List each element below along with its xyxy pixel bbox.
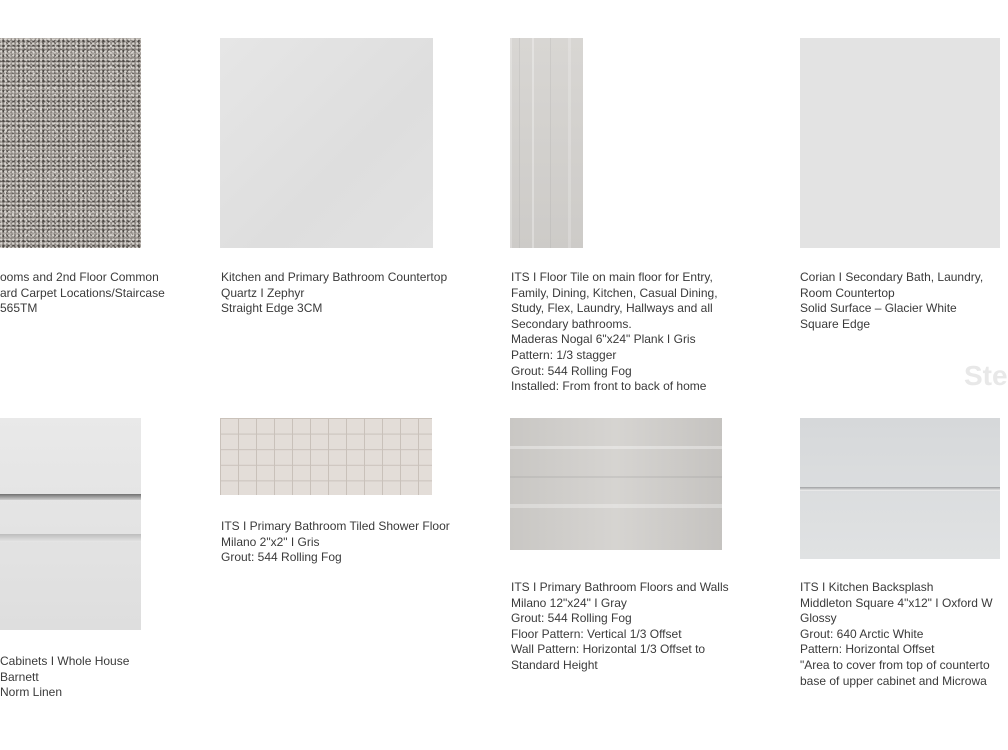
caption-line: Grout: 544 Rolling Fog <box>511 611 632 626</box>
caption-line: ITS I Floor Tile on main floor for Entry, <box>511 270 713 284</box>
bath-floors-swatch <box>510 418 722 550</box>
caption-line: Cabinets I Whole House <box>0 654 130 668</box>
corian-caption <box>800 270 983 332</box>
caption-line: base of upper cabinet and Microwa <box>800 673 987 688</box>
corian-swatch <box>800 38 1000 248</box>
caption-line: Floor Pattern: Vertical 1/3 Offset <box>511 626 682 641</box>
floor-tile-caption <box>511 270 718 395</box>
caption-line: Glossy <box>800 611 837 626</box>
caption-line: Milano 12"x24" I Gray <box>511 595 627 610</box>
quartz-swatch <box>220 38 433 248</box>
caption-line: ard Carpet Locations/Staircase <box>0 285 165 300</box>
cabinet-panel-edge <box>0 534 141 542</box>
caption-line: Grout: 544 Rolling Fog <box>221 550 342 565</box>
shower-floor-caption <box>221 519 450 566</box>
cabinets-caption <box>0 654 129 701</box>
caption-line: "Area to cover from top of counterto <box>800 657 990 672</box>
caption-line: Middleton Square 4"x12" I Oxford W <box>800 595 993 610</box>
caption-line: Pattern: Horizontal Offset <box>800 642 935 657</box>
caption-line: ITS I Kitchen Backsplash <box>800 580 934 594</box>
caption-line: Square Edge <box>800 316 871 331</box>
carpet-caption <box>0 270 165 317</box>
backsplash-grout-line <box>800 487 1000 491</box>
caption-line: Standard Height <box>511 657 598 672</box>
caption-line: Room Countertop <box>800 285 895 300</box>
caption-line: Milano 2"x2" I Gris <box>221 534 320 549</box>
watermark: Ste <box>964 360 1008 391</box>
bath-floors-caption <box>511 580 729 674</box>
caption-line: Norm Linen <box>0 685 63 700</box>
caption-line: Kitchen and Primary Bathroom Countertop <box>221 270 448 284</box>
caption-line: ooms and 2nd Floor Common <box>0 270 159 284</box>
caption-line: Family, Dining, Kitchen, Casual Dining, <box>511 285 718 300</box>
caption-line: ITS I Primary Bathroom Tiled Shower Floor <box>221 519 450 533</box>
caption-line: 565TM <box>0 301 38 316</box>
cabinet-swatch <box>0 418 141 630</box>
caption-line: Barnett <box>0 669 39 684</box>
caption-line: Maderas Nogal 6"x24" Plank I Gris <box>511 332 696 347</box>
caption-line: Installed: From front to back of home <box>511 379 707 394</box>
quartz-caption <box>221 270 447 317</box>
backsplash-swatch <box>800 418 1000 559</box>
caption-line: Solid Surface – Glacier White <box>800 301 957 316</box>
caption-line: Grout: 640 Arctic White <box>800 626 924 641</box>
caption-line: Grout: 544 Rolling Fog <box>511 363 632 378</box>
caption-line: Quartz I Zephyr <box>221 285 305 300</box>
carpet-swatch <box>0 38 141 248</box>
caption-line: Wall Pattern: Horizontal 1/3 Offset to <box>511 642 706 657</box>
caption-line: ITS I Primary Bathroom Floors and Walls <box>511 580 729 594</box>
caption-line: Pattern: 1/3 stagger <box>511 347 617 362</box>
floor-tile-swatch <box>510 38 583 248</box>
caption-line: Straight Edge 3CM <box>221 301 323 316</box>
caption-line: Corian I Secondary Bath, Laundry, <box>800 270 984 284</box>
cabinet-rail <box>0 494 141 500</box>
caption-line: Secondary bathrooms. <box>511 316 632 331</box>
shower-floor-swatch <box>220 418 432 495</box>
caption-line: Study, Flex, Laundry, Hallways and all <box>511 301 713 316</box>
backsplash-caption <box>800 580 993 689</box>
